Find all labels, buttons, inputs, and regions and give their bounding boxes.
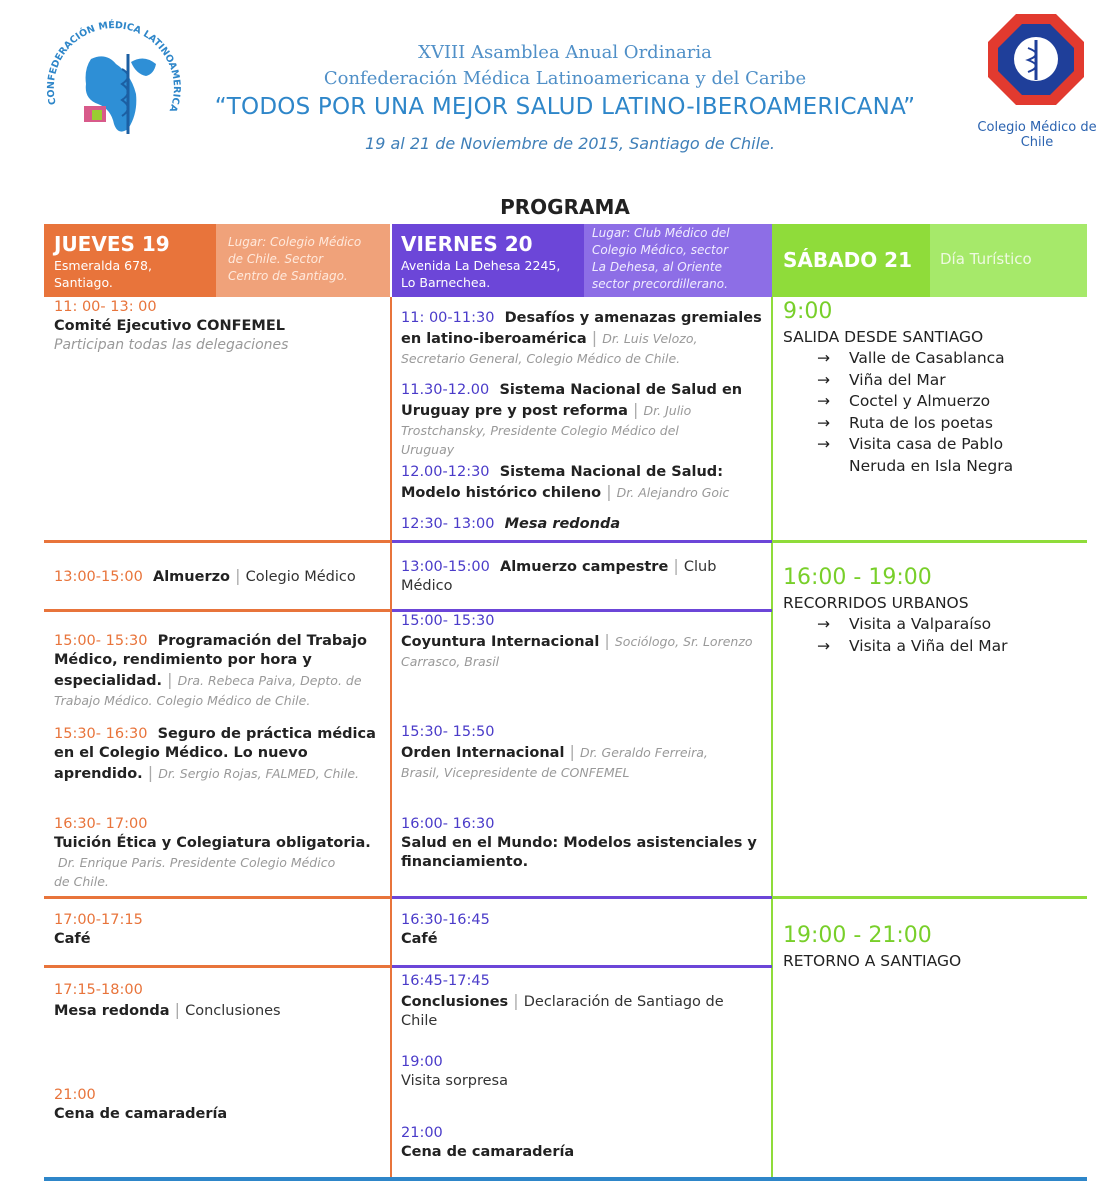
row-divider [44,896,390,899]
confemel-logo [36,14,188,166]
jueves-session-4: 15:30- 16:30 Seguro de práctica médica en el Colegio Médico. Lo nuevo aprendido. | Dr. Sergio Rojas, FALMED, Chile. [54,726,376,782]
jueves-session-1: 11: 00- 13: 00 Comité Ejecutivo CONFEMEL Participan todas las delegaciones [54,299,289,353]
row-divider [392,896,772,899]
viernes-session-8: 16:00- 16:30 Salud en el Mundo: Modelos asistenciales y financiamiento. [401,816,757,870]
header-line-1: XVIII Asamblea Anual Ordinaria [418,42,712,63]
viernes-session-7: 15:30- 15:50 Orden Internacional | Dr. Geraldo Ferreira, Brasil, Vicepresidente de CONFEMEL [401,724,708,780]
row-divider [44,540,390,543]
jueves-session-8: 21:00 Cena de camaradería [54,1087,228,1122]
viernes-session-10: 16:45-17:45 Conclusiones | Declaración de Santiago de Chile [401,973,724,1029]
tour-item: → Viña del Mar [817,370,946,389]
row-divider [392,540,772,543]
row-divider [773,540,1087,543]
header-dates: 19 al 21 de Noviembre de 2015, Santiago de Chile. [365,134,775,153]
column-divider [771,297,773,1181]
column-divider [390,297,392,1181]
sabado-session-1: 9:00 SALIDA DESDE SANTIAGO → Valle de Casablanca → Viña del Mar → Coctel y Almuerzo → Ruta de los poetas → Visita casa de Pablo Neruda en Isla Negra [783,298,1083,477]
colegio-medico-logo [986,12,1086,107]
viernes-session-9: 16:30-16:45 Café [401,912,490,947]
tour-item: → Ruta de los poetas [817,413,994,432]
sabado-session-2: 16:00 - 19:00 RECORRIDOS URBANOS → Visita a Valparaíso → Visita a Viña del Mar [783,564,1083,657]
viernes-session-1: 11: 00-11:30 Desafíos y amenazas gremiales en latino-iberoamérica | Dr. Luis Velozo, Secretario General, Colegio Médico de Chile. [401,310,762,366]
header-line-2: Confederación Médica Latinoamericana y del Caribe [323,68,807,89]
tour-item: → Coctel y Almuerzo [817,392,991,410]
viernes-session-5: 13:00-15:00 Almuerzo campestre | Club Médico [401,556,717,594]
row-divider [392,965,772,968]
jueves-session-2: 13:00-15:00 Almuerzo | Colegio Médico [54,566,356,585]
viernes-day: VIERNES 20 [401,232,533,256]
sabado-place: Día Turístico [930,224,1087,297]
viernes-session-11: 19:00 Visita sorpresa [401,1054,508,1089]
jueves-address: Esmeralda 678, Santiago. [54,258,152,290]
bottom-rule [44,1177,1087,1181]
viernes-place: Lugar: Club Médico del Colegio Médico, sector La Dehesa, al Oriente sector precordillerano. [584,224,772,297]
jueves-place: Lugar: Colegio Médico de Chile. Sector Centro de Santiago. [216,224,390,297]
sabado-session-3: 19:00 - 21:00 RETORNO A SANTIAGO [783,923,962,970]
colegio-medico-label: Colegio Médico de Chile [977,120,1097,150]
viernes-header [392,224,584,297]
sabado-day: SÁBADO 21 [783,248,913,272]
jueves-header [44,224,216,297]
jueves-session-5: 16:30- 17:00 Tuición Ética y Colegiatura obligatoria. Dr. Enrique Paris. Presidente Colegio Médico de Chile. [54,816,371,889]
tour-item: Neruda en Isla Negra [849,456,1014,475]
header-slogan: “TODOS POR UNA MEJOR SALUD LATINO-IBEROAMERICANA” [214,94,916,120]
jueves-session-6: 17:00-17:15 Café [54,912,143,947]
tour-item: → Visita a Valparaíso [817,615,992,633]
viernes-session-6: 15:00- 15:30 Coyuntura Internacional | Sociólogo, Sr. Lorenzo Carrasco, Brasil [401,613,753,669]
viernes-address: Avenida La Dehesa 2245, Lo Barnechea. [401,258,561,290]
row-divider [44,965,390,968]
viernes-session-3: 12.00-12:30 Sistema Nacional de Salud: Modelo histórico chileno | Dr. Alejandro Goic [401,464,730,501]
jueves-session-3: 15:00- 15:30 Programación del Trabajo Médico, rendimiento por hora y especialidad. | Dra. Rebeca Paiva, Depto. de Trabajo Médico. Colegio Médico de Chile. [54,633,368,708]
row-divider [44,609,390,612]
viernes-session-12: 21:00 Cena de camaradería [401,1125,575,1160]
viernes-session-4: 12:30- 13:00 Mesa redonda [401,516,621,532]
tour-item: → Visita casa de Pablo [817,435,1004,453]
tour-item: → Valle de Casablanca [817,349,1005,367]
svg-text:CONFEDERACIÓN MÉDICA LATINOAME: CONFEDERACIÓN MÉDICA LATINOAMERICA [45,20,182,114]
sabado-header [772,224,930,297]
row-divider [773,896,1087,899]
page-title: PROGRAMA [500,195,630,219]
viernes-session-2: 11.30-12.00 Sistema Nacional de Salud en Uruguay pre y post reforma | Dr. Julio Trostchansky, Presidente Colegio Médico del Uruguay [401,382,743,457]
tour-item: → Visita a Viña del Mar [817,636,1008,655]
jueves-day: JUEVES 19 [54,232,170,256]
jueves-session-7: 17:15-18:00 Mesa redonda | Conclusiones [54,982,281,1019]
